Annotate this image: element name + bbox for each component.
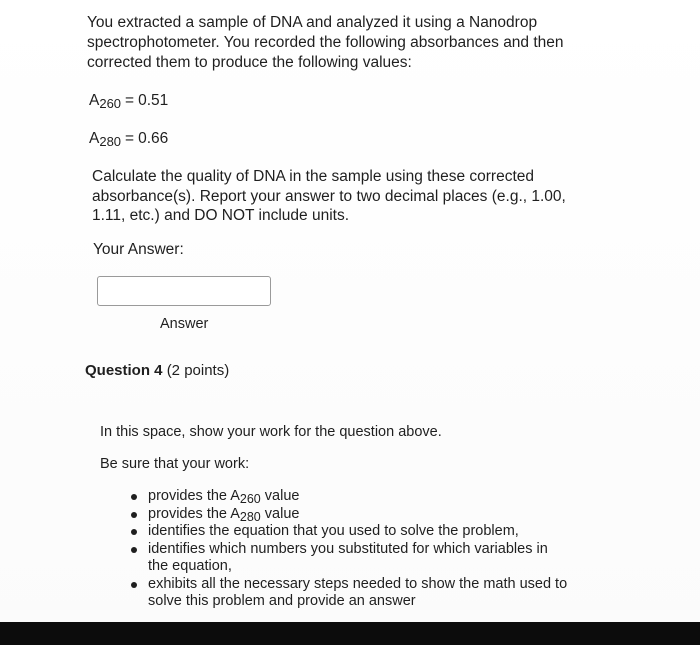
work-requirements-list [131, 488, 571, 611]
show-work-instruction: In this space, show your work for the question above. [100, 424, 442, 440]
requirement-item: identifies the equation that you used to solve the problem, [131, 523, 571, 541]
bullet-icon [131, 512, 137, 518]
answer-caption: Answer [160, 316, 209, 332]
be-sure-instruction: Be sure that your work: [100, 456, 250, 472]
a260-number: 0.51 [138, 92, 169, 109]
calculation-prompt: Calculate the quality of DNA in the sample using these corrected absorbance(s). Report your answer to two decimal places (e.g., 1.00, 1.11, etc.) and DO NOT include units. [92, 168, 566, 224]
a280-subscript: 280 [99, 134, 122, 149]
requirement-item: exhibits all the necessary steps needed to show the math used to solve this problem and provide an answer [131, 576, 571, 611]
a280-number: 0.66 [138, 130, 169, 147]
requirement-item: provides the A280 value [131, 506, 571, 524]
bullet-icon [131, 547, 137, 553]
bullet-icon [131, 494, 137, 500]
a260-value-line [89, 91, 168, 111]
a260-equals: = [125, 92, 135, 109]
question-4-heading [85, 362, 229, 379]
a280-value-line [89, 129, 168, 149]
a280-letter: A [89, 130, 100, 147]
a260-subscript: 260 [99, 96, 122, 111]
requirement-item: identifies which numbers you substituted for which variables in the equation, [131, 541, 571, 576]
question-4-points: (2 points) [166, 362, 230, 379]
answer-input[interactable] [97, 276, 271, 306]
a280-equals: = [125, 130, 135, 147]
bullet-icon [131, 529, 137, 535]
bottom-dark-bar [0, 622, 700, 645]
question-4-title: Question 4 [85, 362, 163, 379]
problem-intro: You extracted a sample of DNA and analyzed it using a Nanodrop spectrophotometer. You recorded the following absorbances and then corrected them to produce the following values: [87, 14, 564, 71]
requirement-item: provides the A260 value [131, 488, 571, 506]
a260-letter: A [89, 92, 100, 109]
bullet-icon [131, 582, 137, 588]
your-answer-label: Your Answer: [93, 241, 184, 258]
